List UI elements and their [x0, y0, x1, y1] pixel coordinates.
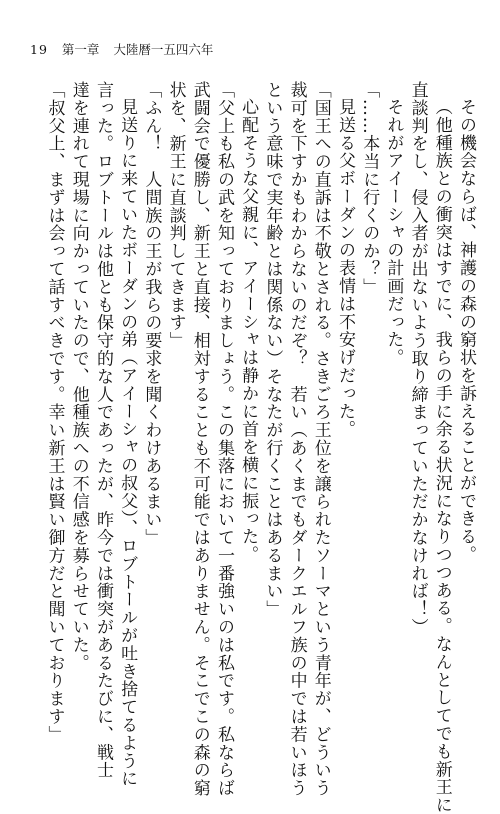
- text-line: 「ふん！ 人間族の王が我らの要求を聞くわけあるまい」: [141, 81, 162, 547]
- text-line: （他種族との衝突はすでに、我らの手に余る状況になりつつある。なんとしてでも新王に: [431, 98, 452, 814]
- text-line: 達を連れて現場に向かっていたので、他種族への不信感を募らせていた。: [68, 81, 89, 672]
- text-line: 心配そうな父親に、アイーシャは静かに首を横に振った。: [238, 98, 259, 564]
- text-line: という意味で実年齢とは関係ない）そなたが行くことはあるまい」: [262, 81, 283, 618]
- page-number: 19: [30, 42, 48, 57]
- text-line: 直談判をし、侵入者が出ないよう取り締まっていただかなければ！）: [407, 81, 428, 636]
- text-line: 言った。ロブトールは他とも保守的な人であったが、昨今では衝突があるたびに、戦士: [92, 81, 113, 780]
- vertical-body-text: [44, 81, 478, 814]
- text-line: 「国王への直訴は不敬とされる。さきごろ王位を譲られたソーマという青年が、どういう: [310, 81, 331, 797]
- text-line: 武闘会で優勝し、新王と直接、相対することも不可能ではありません。そこでこの森の窮: [189, 81, 210, 797]
- text-line: 見送る父ボーダンの表情は不安げだった。: [334, 98, 355, 439]
- text-line: 「……本当に行くのか？」: [359, 81, 380, 296]
- text-line: 裁可を下すかもわからないのだぞ？ 若い（あくまでもダークエルフ族の中では若いほう: [286, 81, 307, 797]
- era-year: 大陸暦一五四六年: [113, 42, 214, 57]
- text-line: 「叔父上、まずは会って話すべきです。幸い新王は賢い御方だと聞いております」: [44, 81, 65, 744]
- chapter-title: 第一章: [61, 42, 100, 57]
- text-line: 「父上も私の武を知っておりましょう。この集落において一番強いのは私です。私ならば: [213, 81, 234, 797]
- running-header: [30, 40, 213, 58]
- text-line: 見送りに来ていたボーダンの弟（アイーシャの叔父）、ロブトールが吐き捨てるように: [117, 98, 138, 788]
- text-line: 状を、新王に直談判してきます」: [165, 81, 186, 350]
- text-line: それがアイーシャの計画だった。: [383, 98, 404, 367]
- text-line: その機会ならば、神護の森の窮状を訴えることができる。: [456, 98, 476, 564]
